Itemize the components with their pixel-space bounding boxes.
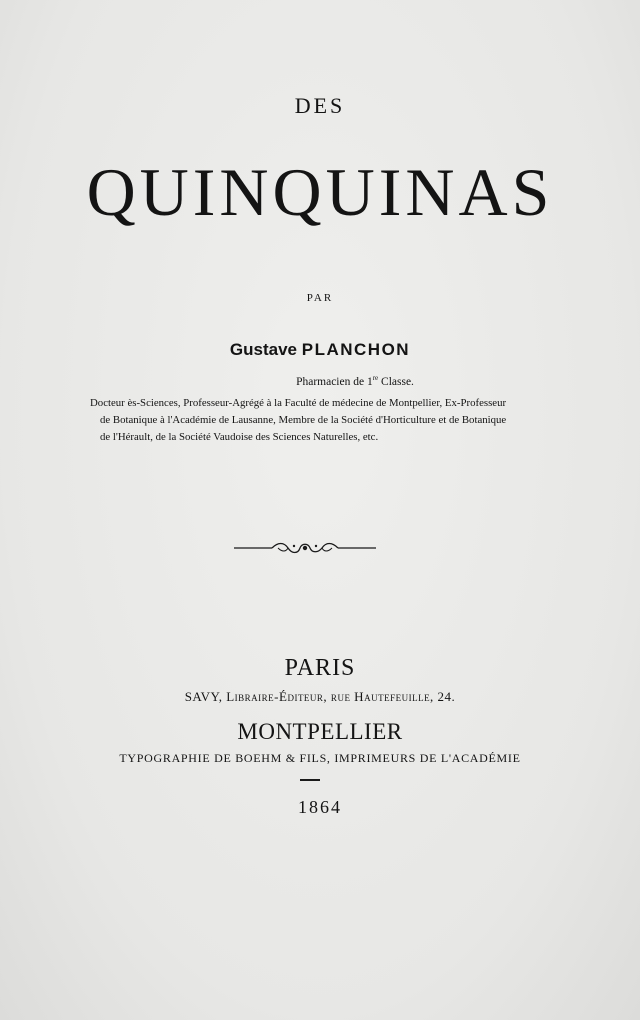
printing-city: MONTPELLIER: [237, 719, 403, 744]
printer-line: TYPOGRAPHIE DE BOEHM & FILS, IMPRIMEURS DE L'ACADÉMIE: [119, 751, 521, 765]
separator-dash: [300, 779, 320, 781]
role-text: Pharmacien de 1: [296, 375, 373, 388]
author-name: [0, 340, 640, 360]
credentials-line: Docteur ès-Sciences, Professeur-Agrégé à la Faculté de médecine de Montpellier, Ex-Professeur: [90, 397, 507, 409]
publisher-line: SAVY, Libraire-Éditeur, rue Hautefeuille, 24.: [184, 689, 456, 704]
author-credentials: [88, 395, 518, 446]
title-prefix: DES: [294, 93, 346, 118]
ornament-divider: [234, 540, 376, 556]
role-end: Classe.: [378, 375, 414, 388]
credentials-line: de l'Hérault, de la Société Vaudoise des Sciences Naturelles, etc.: [100, 431, 379, 443]
publication-city: PARIS: [284, 655, 356, 681]
role-superscript: re: [372, 374, 379, 382]
author-first-name: Gustave: [229, 340, 297, 359]
author-last-name: PLANCHON: [301, 340, 411, 359]
author-role: [0, 374, 640, 388]
book-title: QUINQUINAS: [86, 154, 554, 230]
credentials-line: de Botanique à l'Académie de Lausanne, Membre de la Société d'Horticulture et de Botanique: [100, 414, 507, 426]
by-line: PAR: [306, 292, 334, 304]
publication-year: 1864: [298, 797, 342, 817]
